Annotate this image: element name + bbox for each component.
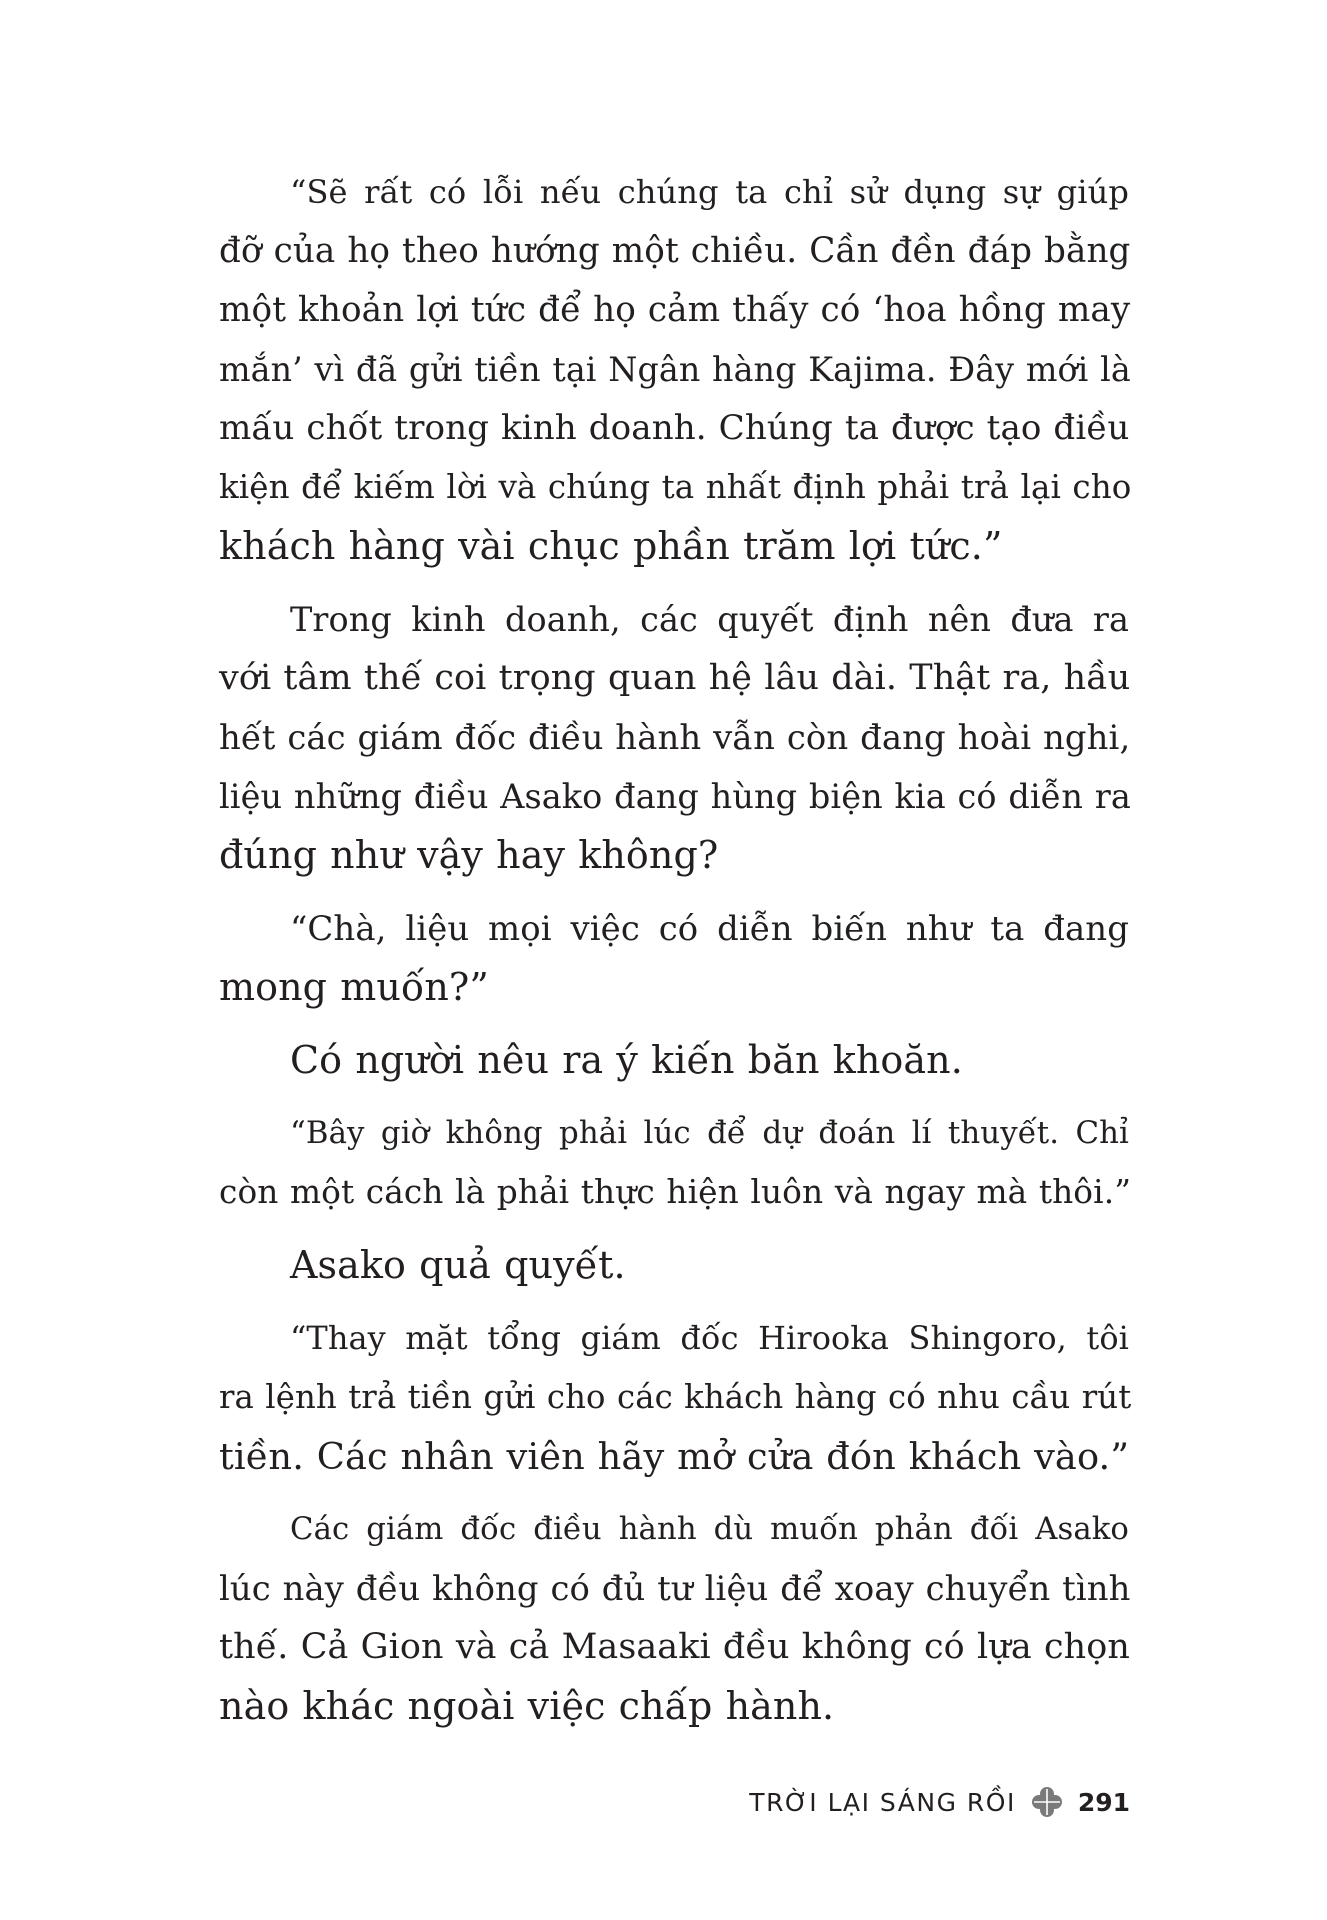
text-line: “Thay mặt tổng giám đốc Hirooka Shingoro, tôi [290,1319,1129,1357]
text-line: lúc này đều không có đủ tư liệu để xoay chuyển tình [219,1569,1131,1608]
text-line: kiện để kiếm lời và chúng ta nhất định phải trả lại cho [219,468,1132,506]
text-line: liệu những điều Asako đang hùng biện kia có diễn ra [219,777,1131,816]
page-body [219,163,1132,1750]
text-line: còn một cách là phải thực hiện luôn và ngay mà thôi.” [219,1173,1132,1211]
text-line: một khoản lợi tức để họ cảm thấy có ‘hoa hồng may [219,290,1131,330]
paragraph [219,899,1129,1017]
text-line: nào khác ngoài việc chấp hành. [219,1684,835,1728]
text-line: “Chà, liệu mọi việc có diễn biến như ta đang [290,909,1129,948]
text-line: “Bây giờ không phải lúc để dự đoán lí thuyết. Chỉ [290,1115,1129,1151]
text-line: ra lệnh trả tiền gửi cho các khách hàng có nhu cầu rút [219,1378,1132,1416]
text-line: đỡ của họ theo hướng một chiều. Cần đền đáp bằng [219,231,1131,271]
text-line: với tâm thế coi trọng quan hệ lâu dài. Thật ra, hầu [219,658,1131,698]
paragraph [219,1031,1129,1090]
text-line: khách hàng vài chục phần trăm lợi tức.” [219,524,1003,568]
text-line: thế. Cả Gion và cả Masaaki đều không có lựa chọn [219,1627,1130,1667]
text-line: tiền. Các nhân viên hãy mở cửa đón khách vào.” [219,1435,1130,1478]
page-number: 291 [1077,1787,1130,1817]
text-line: “Sẽ rất có lỗi nếu chúng ta chỉ sử dụng sự giúp [290,173,1129,211]
text-line: Trong kinh doanh, các quyết định nên đưa ra [290,600,1129,639]
page-footer [749,1785,1130,1819]
paragraph [219,1500,1129,1736]
text-line: Các giám đốc điều hành dù muốn phản đối Asako [290,1512,1129,1547]
paragraph [219,1309,1132,1486]
paragraph [219,1104,1132,1222]
text-line: mấu chốt trong kinh doanh. Chúng ta được tạo điều [219,408,1130,448]
paragraph [219,1236,1129,1295]
text-line: Asako quả quyết. [290,1243,626,1287]
text-line: mắn’ vì đã gửi tiền tại Ngân hàng Kajima. Đây mới là [219,350,1131,389]
text-line: đúng như vậy hay không? [219,833,719,877]
text-line: mong muốn?” [219,965,489,1009]
paragraph [219,590,1129,885]
running-title: TRỜI LẠI SÁNG RỒI [749,1787,1016,1817]
clover-icon [1030,1785,1064,1819]
paragraph [219,163,1132,576]
text-line: hết các giám đốc điều hành vẫn còn đang hoài nghi, [219,718,1131,757]
text-line: Có người nêu ra ý kiến băn khoăn. [290,1038,963,1082]
